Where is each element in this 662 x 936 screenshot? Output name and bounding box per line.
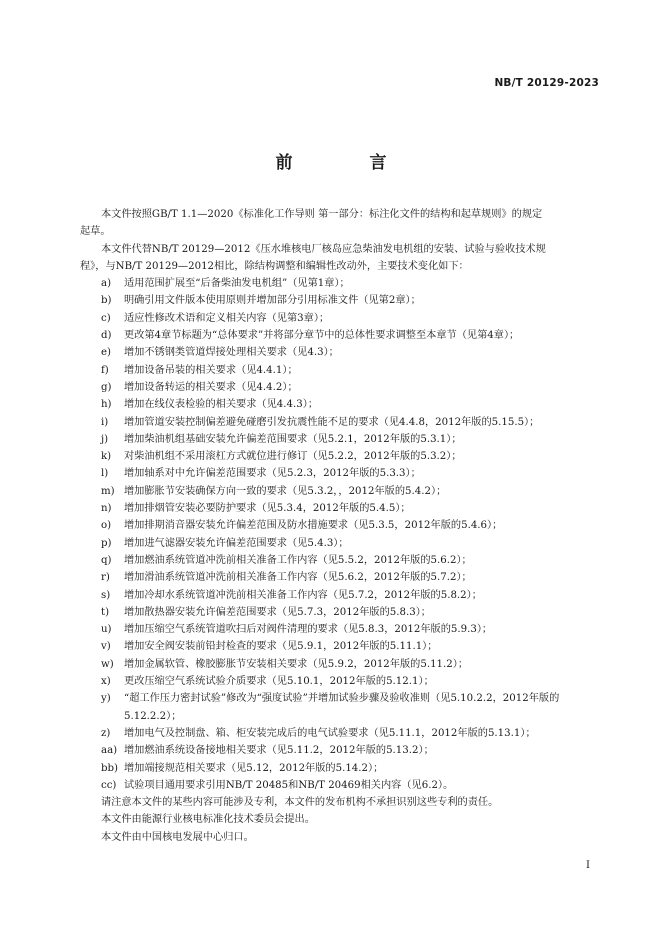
list-item: s) 增加冷却水系统管道冲洗前相关准备工作内容（见5.7.2，2012年版的5.8.2）； (101, 589, 482, 601)
list-item: l) 增加轴系对中允许偏差范围要求（见5.2.3，2012年版的5.3.3）； (101, 468, 421, 480)
list-item: v) 增加安全阀安装前铅封检查的要求（见5.9.1，2012年版的5.11.1）； (101, 641, 438, 653)
list-item: x) 更改压缩空气系统试验介质要求（见5.10.1，2012年版的5.12.1）； (101, 676, 434, 688)
list-item: r) 增加滑油系统管道冲洗前相关准备工作内容（见5.6.2，2012年版的5.7.2）； (101, 572, 472, 584)
list-item: g) 增加设备转运的相关要求（见4.4.2）； (101, 381, 298, 393)
list-item: m) 增加膨胀节安装确保方向一致的要求（见5.3.2，，2012年版的5.4.2）； (101, 485, 447, 497)
list-item: k) 对柴油机组不采用滚杠方式就位进行修订（见5.2.2，2012年版的5.3.2）； (101, 451, 462, 463)
list-item: y) “超工作压力密封试验”修改为“强度试验”并增加试验步骤及验收准则（见5.10.2.2，2012年版的5.12.2.2）； (101, 693, 560, 722)
list-item: w) 增加金属软管、橡胶膨胀节安装相关要求（见5.9.2，2012年版的5.11.2）； (101, 658, 469, 670)
list-item: u) 增加压缩空气系统管道吹扫后对阀件清理的要求（见5.8.3，2012年版的5.9.3）； (101, 624, 493, 636)
change-list (80, 275, 600, 794)
list-item: i) 增加管道安装控制偏差避免碰磨引发抗震性能不足的要求（见4.4.8，2012年版的5.15.5）； (101, 416, 540, 428)
list-item: h) 增加在线仪表检验的相关要求（见4.4.3）； (101, 399, 319, 411)
intro-p1-line2: 起草。 (80, 226, 111, 238)
intro-p2-line2: 程》，与NB/T 20129—2012相比，除结构调整和编辑性改动外，主要技术变化如下： (80, 260, 469, 272)
list-item: aa) 增加燃油系统设备接地相关要求（见5.11.2，2012年版的5.13.2）； (101, 745, 434, 757)
list-item: a) 适用范围扩展至“后备柴油发电机组”（见第1章）； (101, 278, 350, 290)
document-body (80, 206, 600, 846)
list-item: n) 增加排烟管安装必要防护要求（见5.3.4，2012年版的5.4.5）； (101, 503, 411, 515)
intro-p2-line1: 本文件代替NB/T 20129—2012《压水堆核电厂核岛应急柴油发电机组的安装、试验与验收技术规 (101, 243, 546, 255)
doc-code: NB/T 20129-2023 (494, 77, 599, 89)
list-item: cc) 试验项目通用要求引用NB/T 20485和NB/T 20469相关内容（见6.2）。 (101, 779, 454, 791)
management-note: 本文件由中国核电发展中心归口。 (101, 831, 254, 843)
patent-notice: 请注意本文件的某些内容可能涉及专利，本文件的发布机构不承担识别这些专利的责任。 (101, 797, 499, 809)
page-title: 前 言 (275, 153, 417, 173)
list-item: z) 增加电气及控制盘、箱、柜安装完成后的电气试验要求（见5.11.1，2012年版的5.13.1）； (101, 727, 536, 739)
list-item: c) 适应性修改术语和定义相关内容（见第3章）； (101, 312, 330, 324)
page-number: I (586, 860, 590, 871)
proposer-note: 本文件由能源行业核电标准化技术委员会提出。 (101, 814, 315, 826)
list-item: o) 增加排期消音器安装允许偏差范围及防水措施要求（见5.3.5，2012年版的5.4.6）； (101, 520, 503, 532)
list-item: p) 增加进气滤器安装允许偏差范围要求（见5.4.3）； (101, 537, 349, 549)
list-item: q) 增加燃油系统管道冲洗前相关准备工作内容（见5.5.2，2012年版的5.6.2）； (101, 554, 472, 566)
list-item: j) 增加柴油机组基础安装允许偏差范围要求（见5.2.1，2012年版的5.3.1）； (101, 433, 462, 445)
list-item: f) 增加设备吊装的相关要求（见4.4.1）； (101, 364, 298, 376)
list-item: bb) 增加端接规范相关要求（见5.12，2012年版的5.14.2）； (101, 762, 384, 774)
intro-p1-line1: 本文件按照GB/T 1.1—2020《标准化工作导则 第一部分：标注化文件的结构和起草规则》的规定 (101, 209, 543, 220)
list-item: b) 明确引用文件版本使用原则并增加部分引用标准文件（见第2章）； (101, 295, 421, 307)
list-item: e) 增加不锈钢类管道焊接处理相关要求（见4.3）； (101, 347, 339, 359)
list-item: d) 更改第4章节标题为“总体要求”并将部分章节中的总体性要求调整至本章节（见第4章）； (101, 330, 520, 342)
list-item: t) 增加散热器安装允许偏差范围要求（见5.7.3，2012年版的5.8.3）； (101, 606, 431, 618)
